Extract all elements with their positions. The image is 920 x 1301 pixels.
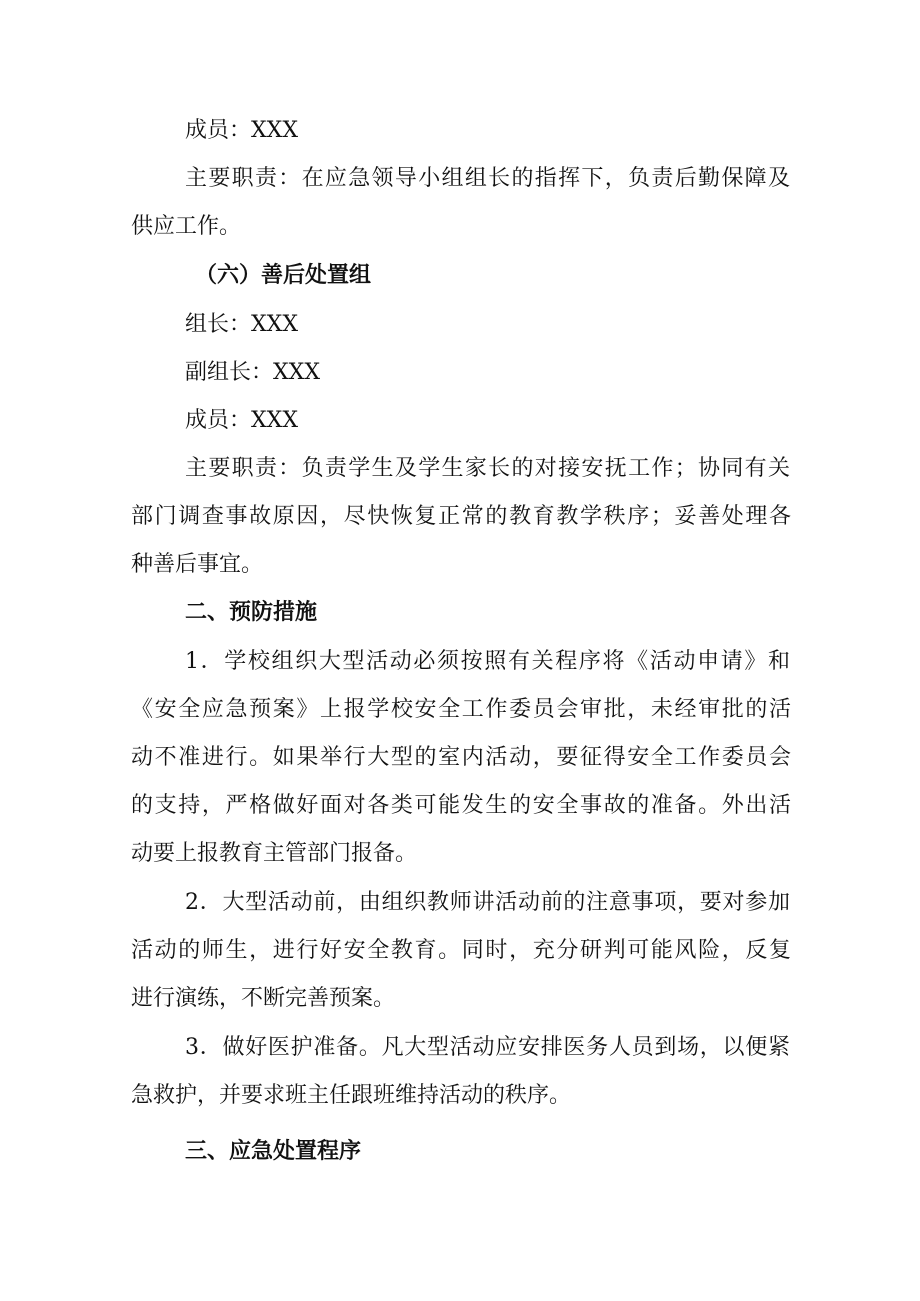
aftermath-duty-line-3: 种善后事宜。	[131, 552, 264, 577]
logistics-duty-line-2: 供应工作。	[131, 214, 242, 239]
prevention-item1-line-3: 动不准进行。如果举行大型的室内活动，要征得安全工作委员会	[131, 745, 791, 770]
prevention-item1-line-5: 动要上报教育主管部门报备。	[131, 841, 418, 866]
aftermath-duty-line-2: 部门调查事故原因，尽快恢复正常的教育教学秩序；妥善处理各	[131, 504, 791, 529]
prevention-item1-line-2: 《安全应急预案》上报学校安全工作委员会审批，未经审批的活	[131, 697, 791, 722]
prevention-item1-line-1: 1．学校组织大型活动必须按照有关程序将《活动申请》和	[185, 649, 790, 674]
prevention-heading: 二、预防措施	[185, 600, 318, 625]
prevention-item1-line-4: 的支持，严格做好面对各类可能发生的安全事故的准备。外出活	[131, 793, 791, 818]
prevention-item3-line-2: 急救护，并要求班主任跟班维持活动的秩序。	[131, 1083, 572, 1108]
prevention-item2-line-2: 活动的师生，进行好安全教育。同时，充分研判可能风险，反复	[131, 938, 791, 963]
prevention-item2-line-3: 进行演练，不断完善预案。	[131, 986, 396, 1011]
aftermath-duty-line-1: 主要职责：负责学生及学生家长的对接安抚工作；协同有关	[185, 456, 790, 481]
logistics-duty-line-1: 主要职责：在应急领导小组组长的指挥下，负责后勤保障及	[185, 166, 790, 191]
aftermath-members: 成员：XXX	[185, 408, 298, 433]
prevention-item2-line-1: 2．大型活动前，由组织教师讲活动前的注意事项，要对参加	[185, 890, 790, 915]
procedure-heading: 三、应急处置程序	[185, 1139, 362, 1164]
aftermath-group-heading: （六）善后处置组	[195, 263, 372, 288]
prevention-item3-line-1: 3．做好医护准备。凡大型活动应安排医务人员到场，以便紧	[185, 1035, 790, 1060]
aftermath-leader: 组长：XXX	[185, 312, 298, 337]
aftermath-deputy-leader: 副组长：XXX	[185, 360, 320, 385]
logistics-members: 成员：XXX	[185, 118, 298, 143]
